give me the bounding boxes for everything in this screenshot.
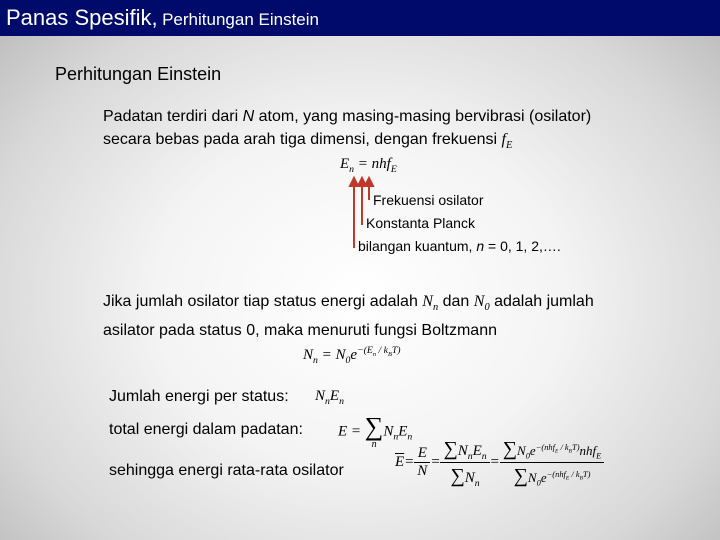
avg-f3n-exp-a-sub: E [555, 448, 559, 455]
avg-frac1-den: N [417, 463, 428, 479]
avg-f3d-exp-mid-sub: B [579, 475, 583, 482]
avg-frac1 [414, 445, 430, 480]
energy-rhs-sub: E [390, 164, 397, 175]
total-lhs: E = [338, 423, 365, 440]
avg-frac2-den-a: N [464, 470, 475, 486]
bz-exp-end: T) [391, 345, 401, 356]
slide-subtitle: Perhitungan Einstein [162, 10, 319, 29]
avg-frac3-num-tail: nhf [579, 443, 597, 458]
total-term-sub: n [393, 431, 399, 443]
bz-exp-a: −(E [357, 345, 373, 356]
avg-f3d-exp-a: −(nhf [546, 468, 566, 479]
avg-frac3-den-e: e [540, 470, 547, 485]
average-expr [395, 436, 604, 489]
bz-exp-mid: / k [376, 345, 388, 356]
avg-f3d-exp-end: T) [582, 468, 591, 479]
intro-line1-pre: Padatan terdiri dari [103, 108, 243, 125]
avg-frac3 [500, 436, 605, 489]
arrow-quantum-head [350, 178, 358, 186]
avg-frac2-num-b: E [472, 443, 482, 459]
avg-frac3-num-exp [535, 441, 580, 455]
avg-frac2-den-sum: ∑ [450, 465, 465, 487]
bz-line1-mid: dan [438, 293, 474, 310]
bz-eq-n0-sub: 0 [345, 355, 351, 366]
avg-eq1: = [404, 454, 415, 470]
avg-frac2-num-sum: ∑ [443, 438, 458, 460]
total-term2-sub: n [407, 431, 413, 443]
bz-exp-mid-sub: B [387, 350, 392, 358]
section-heading: Perhitungan Einstein [55, 64, 222, 84]
avg-frac1-num: E [414, 445, 430, 463]
bz-line2: asilator pada status 0, maka menuruti fungsi Boltzmann [103, 322, 497, 340]
ps-b-sub: n [339, 396, 344, 407]
arrow-planck-head [358, 178, 366, 186]
avg-frac2 [440, 436, 489, 489]
total-sum-sign: ∑ [364, 412, 384, 441]
avg-frac3-num [500, 436, 605, 463]
bz-eq-exponent [357, 345, 400, 356]
ps-b: E [329, 388, 340, 404]
avg-frac2-num [440, 436, 489, 463]
avg-frac2-num-a: N [457, 443, 468, 459]
avg-frac2-den-a-sub: n [474, 478, 480, 489]
total-term: N [383, 423, 394, 440]
avg-frac3-den-n-sub: 0 [536, 477, 541, 488]
bz-line1-post: adalah jumlah [489, 293, 594, 310]
bz-eq-lhs: N [303, 347, 314, 363]
avg-frac3-num-sum: ∑ [502, 438, 518, 460]
total-sum-index: n [371, 439, 377, 450]
energy-rhs: = nhf [354, 156, 391, 172]
bz-var-n0-sub: 0 [484, 302, 490, 314]
label-quantum [358, 238, 561, 254]
avg-frac3-den-sum: ∑ [513, 465, 528, 487]
avg-frac2-num-b-sub: n [481, 451, 487, 462]
avg-ebar: $\overline{E}$ [395, 454, 405, 470]
avg-f3d-exp-a-sub: E [565, 475, 570, 482]
ps-a: N [315, 388, 326, 404]
avg-frac3-num-n: N [517, 443, 526, 458]
average-label: sehingga energi rata-rata osilator [109, 462, 344, 479]
avg-frac3-den-n: N [527, 470, 537, 485]
label-frekuensi: Frekuensi osilator [373, 192, 484, 208]
avg-frac3-den-exp [546, 468, 591, 482]
boltzmann-equation [303, 345, 401, 366]
ps-a-sub: n [325, 396, 330, 407]
bz-eq-lhs-sub: n [313, 355, 318, 366]
label-quantum-pre: bilangan kuantum, [358, 238, 477, 254]
slide-title: Panas Spesifik, [6, 5, 158, 30]
label-planck: Konstanta Planck [366, 215, 475, 231]
avg-frac2-num-a-sub: n [467, 451, 473, 462]
bz-var-n0: N [473, 293, 485, 310]
title-bar [0, 0, 720, 36]
arrow-freq-head [365, 178, 373, 186]
avg-frac3-num-e: e [529, 443, 536, 458]
bz-var-nn: N [422, 293, 433, 310]
intro-paragraph [103, 105, 591, 157]
intro-line2-pre: secara bebas pada arah tiga dimensi, dengan frekuensi [103, 131, 502, 148]
intro-var-f-sub: E [505, 140, 513, 152]
bz-line1-pre: Jika jumlah osilator tiap status energi adalah [103, 293, 423, 310]
avg-f3n-exp-mid-sub: B [568, 448, 573, 455]
bz-var-nn-sub: n [432, 302, 439, 314]
intro-var-n: N [242, 108, 255, 125]
energy-equation [340, 156, 397, 175]
label-quantum-post: = 0, 1, 2,…. [484, 238, 561, 254]
avg-frac3-num-n-sub: 0 [525, 450, 530, 461]
bz-eq-n0: = N [317, 347, 346, 363]
per-status-expr [315, 388, 344, 407]
avg-frac2-den [440, 463, 489, 489]
total-term2: E [398, 423, 408, 440]
avg-f3d-exp-mid: / k [569, 468, 580, 479]
avg-eq3: = [489, 454, 500, 470]
bz-eq-e: e [350, 347, 358, 363]
boltzmann-paragraph [103, 290, 594, 342]
avg-eq2: = [430, 454, 441, 470]
intro-line1-post: atom, yang masing-masing bervibrasi (osilator) [254, 108, 592, 125]
intro-var-f: f [501, 131, 506, 148]
per-status-label: Jumlah energi per status: [109, 388, 289, 405]
total-label: total energi dalam padatan: [109, 421, 303, 438]
bz-exp-a-sub: n [372, 350, 377, 358]
avg-frac3-den [500, 463, 605, 489]
avg-f3n-exp-mid: / k [558, 441, 569, 452]
energy-lhs: E [340, 156, 350, 172]
energy-lhs-sub: n [349, 164, 355, 175]
avg-f3n-exp-end: T) [572, 441, 580, 452]
total-sum [365, 414, 384, 450]
avg-f3n-exp-a: −(nhf [535, 441, 555, 452]
avg-frac3-num-tail-sub: E [596, 450, 602, 461]
label-quantum-var: n [476, 238, 485, 254]
